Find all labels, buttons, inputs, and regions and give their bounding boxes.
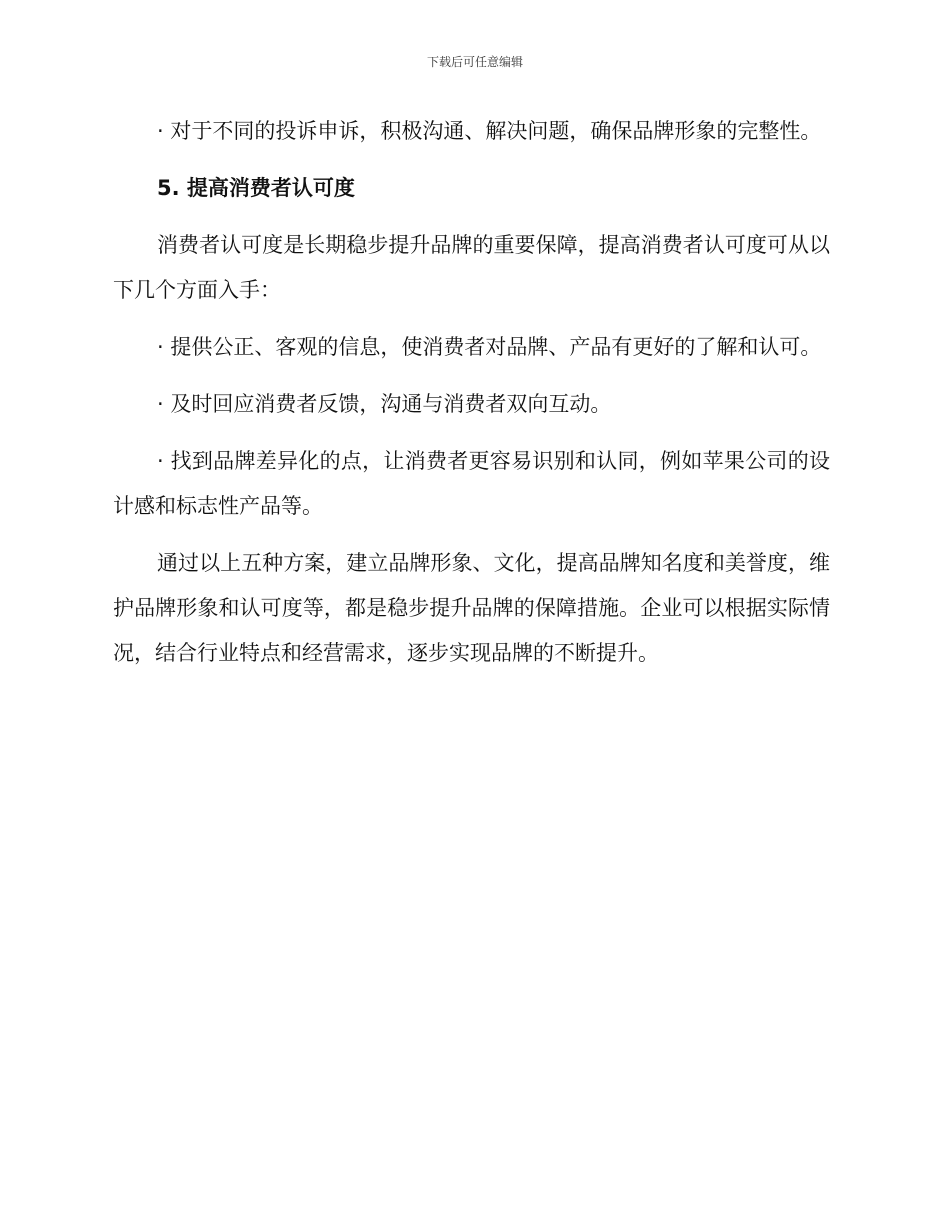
intro-paragraph: 消费者认可度是长期稳步提升品牌的重要保障，提高消费者认可度可从以下几个方面入手： (113, 233, 830, 302)
page-header: 下载后可任意编辑 (426, 55, 523, 69)
complaint-bullet: · 对于不同的投诉申诉，积极沟通、解决问题，确保品牌形象的完整性。 (157, 119, 822, 143)
bullet-info: · 提供公正、客观的信息，使消费者对品牌、产品有更好的了解和认可。 (157, 335, 822, 359)
section-heading: 5. 提高消费者认可度 (157, 176, 355, 200)
bullet-differentiation: · 找到品牌差异化的点，让消费者更容易识别和认同，例如苹果公司的设计感和标志性产品等。 (113, 449, 830, 518)
document-body (113, 109, 830, 676)
conclusion-paragraph: 通过以上五种方案，建立品牌形象、文化，提高品牌知名度和美誉度，维护品牌形象和认可度等，都是稳步提升品牌的保障措施。企业可以根据实际情况，结合行业特点和经营需求，逐步实现品牌的不断提升。 (113, 551, 830, 665)
bullet-feedback: · 及时回应消费者反馈，沟通与消费者双向互动。 (157, 392, 612, 416)
